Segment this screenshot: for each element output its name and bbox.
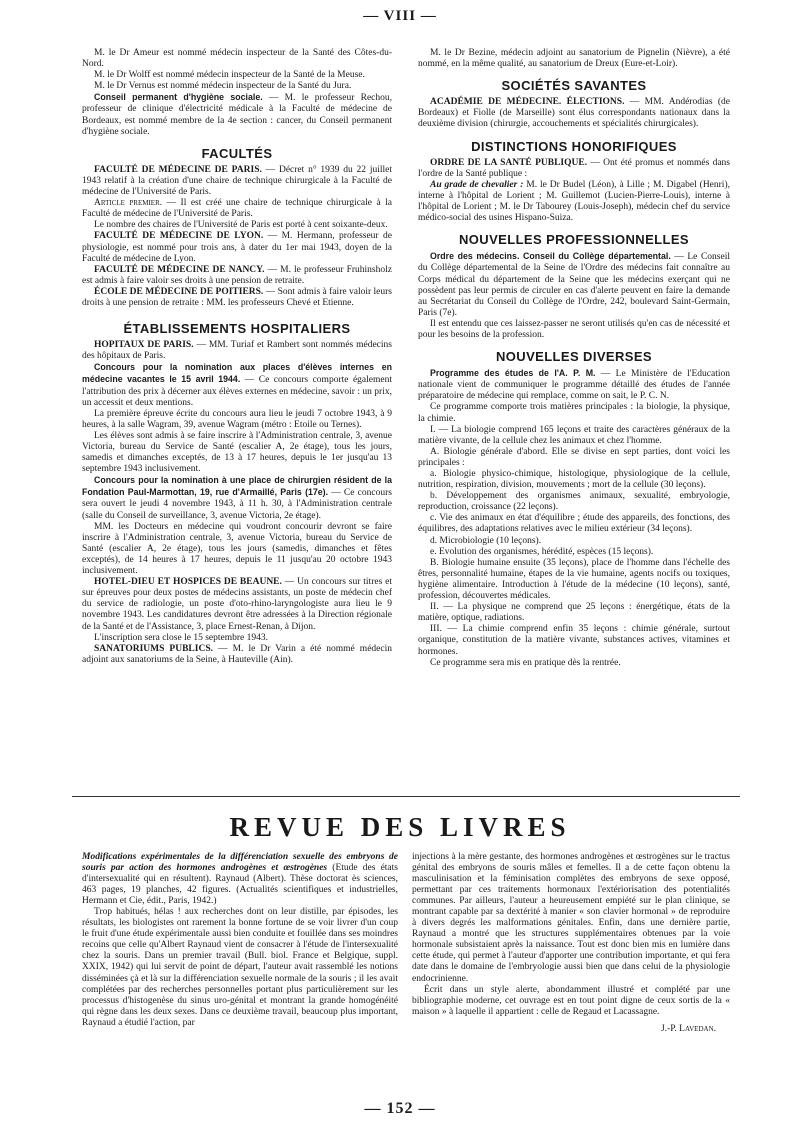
list-item: c. Vie des animaux en état d'équilibre ; étude des appareils, des fonctions, des équilibres, des adaptations relatives avec le milieu extérieur (34 leçons). [418,513,730,535]
revue-des-livres-title: REVUE DES LIVRES [229,812,571,842]
list-item: d. Microbiologie (10 leçons). [430,535,542,546]
run-in-heading: Au grade de chevalier : [430,179,524,190]
paragraph: HOPITAUX DE PARIS. — MM. Turiaf et Rambert sont nommés médecins des hôpitaux de Paris. [82,340,392,362]
paragraph: Concours pour la nomination à une place de chirurgien résident de la Fondation Paul-Marmottan, 19, rue d'Armaillé, Paris (17e). — Ce concours sera ouvert le jeudi 4 novembre 1943, à 11 h. 30, à l'Administration centrale (salle du Conseil de surveillance, 3, avenue Victoria, 2e étage). [82,475,392,521]
right-column [418,48,730,669]
paragraph: Il est entendu que ces laissez-passer ne seront utilisés qu'en cas de nécessité et pour les besoins de la profession. [418,318,730,340]
run-in-heading: Conseil permanent d'hygiène sociale. [94,92,263,103]
section-heading-nouvelles-professionnelles: NOUVELLES PROFESSIONNELLES [459,232,689,248]
run-in-heading: Programme des études de l'A. P. M. [430,368,596,379]
paragraph: Article premier. — Il est créé une chaire de technique chirurgicale à la Faculté de médecine de l'Université de Paris. [82,198,392,220]
run-in-heading: FACULTÉ DE MÉDECINE DE LYON. [94,231,264,242]
paragraph: Les élèves sont admis à se faire inscrire à l'Administration centrale, 3, avenue Victoria, bureau du Service de Santé (escalier A, 2e étage), tous les jours, samedis et dimanches exceptés, de 13 à 17 heures, depuis le 1er jusqu'au 13 septembre 1943 inclusivement. [82,430,392,475]
paragraph: II. — La physique ne comprend que 25 leçons : énergétique, états de la matière, optique, radiations. [418,602,730,624]
paragraph: MM. les Docteurs en médecine qui voudront concourir devront se faire inscrire à l'Administration centrale, 3, avenue Victoria, bureau du Service de Santé (escalier A, 2e étage), tous les jours (samedis, dimanches et fêtes exceptés), de 14 heures à 17 heures, depuis le 11 jusqu'au 20 octobre 1943 inclusivement. [82,521,392,577]
paragraph: SANATORIUMS PUBLICS. — M. le Dr Varin a été nommé médecin adjoint aux sanatoriums de la Seine, à Hauteville (Ain). [82,643,392,665]
run-in-heading: SANATORIUMS PUBLICS. [94,643,213,654]
list-item: b. Développement des organismes animaux, sexualité, embryologie, reproduction, croissance (22 leçons). [418,491,730,513]
run-in-heading: ORDRE DE LA SANTÉ PUBLIQUE. [430,157,588,168]
left-column [82,48,392,666]
paragraph: Au grade de chevalier : M. le Dr Budel (Léon), à Lille ; M. Digabel (Henri), interne à l'hôpital de Lorient ; M. Guillemot (Lucien-Pierre-Louis), interne à l'hôpital de Lorient ; M. le Dr Tabourey (Louis-Joseph), médecin chef du service médico-social des usines Hispano-Suiza. [418,179,730,224]
run-in-heading: FACULTÉ DE MÉDECINE DE PARIS. [94,164,262,175]
run-in-heading: Concours pour la nomination aux places d'élèves internes en médecine vacantes le 15 avril 1944. [82,362,392,385]
section-heading-facultes: FACULTÉS [201,145,273,161]
paragraph: Le nombre des chaires de l'Université de Paris est porté à cent soixante-deux. [94,220,388,231]
paragraph: Programme des études de l'A. P. M. — Le Ministère de l'Education nationale vient de communiquer le programme détaillé des études de l'année préparatoire de médecine qui remplace, comme on sait, le P. C. N. [418,368,730,402]
divider-rule [72,796,740,797]
section-heading-societes: SOCIÉTÉS SAVANTES [501,78,647,94]
book-citation: Modifications expérimentales de la différenciation sexuelle des embryons de souris par action des hormones androgènes et œstrogènes (Etude des états d'intersexualité qui en résultent). Raynaud (Albert). Thèse doctorat ès sciences, 463 pages, 19 planches, 42 figures. (Actualités scientifiques et industrielles, Hermann et Cie, édit., Paris, 1942.) [82,852,398,907]
paragraph: B. Biologie humaine ensuite (35 leçons), place de l'homme dans l'échelle des êtres, personnalité humaine, étapes de la vie humaine, agents nocifs ou toxiques, hygiène alimentaire. Introduction à l'étude de la médecine (10 leçons), santé, profession, découvertes médicales. [418,557,730,602]
section-heading-nouvelles-diverses: NOUVELLES DIVERSES [495,349,652,365]
review-right-column [412,852,730,1035]
run-in-heading: Ordre des médecins. Conseil du Collège départemental. [430,251,671,262]
paragraph: HOTEL-DIEU ET HOSPICES DE BEAUNE. — Un concours sur titres et sur épreuves pour deux postes de médecins assistants, un poste de médecin chef du service de radiologie, un poste d'oto-rhino-laryngologiste aura lieu le 9 novembre 1943. Les candidatures devront être adressées à la Direction régionale de la Santé et de l'Assistance, 3, place Ernest-Renan, à Dijon. [82,577,392,632]
review-left-column [82,852,398,1029]
paragraph: ACADÉMIE DE MÉDECINE. ÉLECTIONS. — MM. Andérodias (de Bordeaux) et Fiolle (de Marseille) sont élus correspondants nationaux dans la deuxième division (chirurgie, accouchements et spécialités chirurgicales). [418,97,730,130]
paragraph: Trop habitués, hélas ! aux recherches dont on leur distille, par épisodes, les résultats, les biologistes ont rarement la bonne fortune de se voir livrer d'un coup le fruit d'une étude expérimentale aussi bien conduite et fouillée dans ses moindres recoins que celle qu'Albert Raynaud vient de consacrer à l'étude de l'intersexualité chez la souris. Dans un premier travail (Bull. biol. France et Belgique, suppl. XXIX, 1942) qui lui servit de point de départ, l'auteur avait rassemblé les notions disséminées çà et là sur la différenciation sexuelle normale de la souris ; il les avait complétées par des recherches personnelles portant plus particulièrement sur les processus d'histogenèse du sinus uro-génital et montrant la grande homogénéité qui règne dans les deux sexes. Dans ce deuxième travail, beaucoup plus important, Raynaud a étudié l'action, par [82,907,398,1028]
run-in-heading: HOPITAUX DE PARIS. [94,340,194,351]
paragraph: FACULTÉ DE MÉDECINE DE PARIS. — Décret n° 1939 du 22 juillet 1943 relatif à la création d'une chaire de technique chirurgicale à la Faculté de médecine de l'Université de Paris. [82,164,393,198]
paragraph: L'inscription sera close le 15 septembre 1943. [94,632,268,643]
run-in-heading: Concours pour la nomination à une place de chirurgien résident de la Fondation Paul-Marmottan, 19, rue d'Armaillé, Paris (17e). [82,475,392,498]
paragraph: FACULTÉ DE MÉDECINE DE LYON. — M. Hermann, professeur de physiologie, est nommé pour trois ans, à dater du 1er mai 1943, doyen de la Faculté de médecine de Lyon. [82,231,393,264]
run-in-heading: HOTEL-DIEU ET HOSPICES DE BEAUNE. [94,577,282,588]
paragraph: FACULTÉ DE MÉDECINE DE NANCY. — M. le professeur Fruhinsholz est admis à faire valoir ses droits à une pension de retraite. [82,264,392,286]
list-item: e. Evolution des organismes, hérédité, espèces (15 leçons). [430,546,654,557]
paragraph: M. le Dr Ameur est nommé médecin inspecteur de la Santé des Côtes-du-Nord. [82,48,392,70]
paragraph: Ce programme comporte trois matières principales : la biologie, la physique, la chimie. [418,402,730,424]
paragraph: ORDRE DE LA SANTÉ PUBLIQUE. — Ont été promus et nommés dans l'ordre de la Santé publique : [418,157,730,179]
section-heading-etablissements: ÉTABLISSEMENTS HOSPITALIERS [123,321,351,337]
run-in-heading: ÉCOLE DE MÉDECINE DE POITIERS. [94,286,264,297]
paragraph: Ce programme sera mis en pratique dès la rentrée. [430,657,621,668]
paragraph: III. — La chimie comprend enfin 35 leçons : chimie générale, surtout organique, constitution de la matière vivante, substances actives, vitamines et hormones. [418,624,730,657]
paragraph: La première épreuve écrite du concours aura lieu le jeudi 7 octobre 1943, à 9 heures, à la salle Wagram, 39, avenue Wagram (métro : Etoile ou Ternes). [82,408,392,430]
paragraph: I. — La biologie comprend 165 leçons et traite des caractères généraux de la matière vivante, de la cellule chez les animaux et chez l'homme. [418,424,730,446]
paragraph: M. le Dr Vernus est nommé médecin inspecteur de la Santé du Jura. [94,81,352,92]
paragraph: ÉCOLE DE MÉDECINE DE POITIERS. — Sont admis à faire valoir leurs droits à une pension de retraite : MM. les professeurs Chevé et Etienne. [82,286,393,308]
paragraph: M. le Dr Bezine, médecin adjoint au sanatorium de Pignelin (Nièvre), a été nommé, en la même qualité, au sanatorium de Dreux (Eure-et-Loir). [418,48,730,70]
roman-folio: — VIII — [363,8,437,24]
run-in-heading: FACULTÉ DE MÉDECINE DE NANCY. [94,264,265,275]
reviewer-signature: J.-P. Lavedan. [660,1023,716,1034]
run-in-heading: ACADÉMIE DE MÉDECINE. ÉLECTIONS. [430,97,625,108]
paragraph: injections à la mère gestante, des hormones androgènes et œstrogènes sur le tractus génital des embryons de souris mâles et femelles. Il a de cette façon obtenu la masculinisation et la féminisation complètes des embryons de sexe opposé, permettant par ces traitements hormonaux l'extériorisation des potentialités communes. Par ailleurs, l'auteur a heureusement empiété sur le plan clinique, se montrant capable par sa dextérité à manier « son clavier hormonal » de reproduire à divers degrés les malformations génitales. Enfin, dans une dernière partie, Raynaud a montré que les structures supplémentaires obtenues par la voie hormonale subsistaient après la naissance. Tout est donc bien mis en lumière dans cette étude, qui permet à l'auteur d'apporter une contribution importante, et qui fera date dans le domaine de l'embryologie aussi bien que dans celui de la physiologie endocrinienne. [412,852,730,984]
page-number: — 152 — [364,1100,436,1117]
paragraph: Écrit dans un style alerte, abondamment illustré et complété par une bibliographie moderne, cet ouvrage est en tout point digne de ceux sortis de la « maison » à laquelle il appartient : celle de Regaud et Lacassagne. [412,984,730,1017]
paragraph: A. Biologie générale d'abord. Elle se divise en sept parties, dont voici les principales : [418,446,730,468]
run-in-heading: Article premier. [94,198,163,209]
list-item: a. Biologie physico-chimique, histologique, physiologique de la cellule, nutrition, respiration, division, mouvements ; mort de la cellule (30 leçons). [418,469,730,491]
paragraph: Ordre des médecins. Conseil du Collège départemental. — Le Conseil du Collège départemental de la Seine de l'Ordre des médecins fait connaître au Corps médical du département de la Seine que les médecins exerçant qui ne possèdent pas leur permis de circuler en cas d'alerte peuvent en faire la demande au Secrétariat du Conseil du Collège de l'Ordre, 242, boulevard Saint-Germain, Paris (7e). [418,251,730,318]
paragraph: M. le Dr Wolff est nommé médecin inspecteur de la Santé de la Meuse. [94,70,365,81]
paragraph: Concours pour la nomination aux places d'élèves internes en médecine vacantes le 15 avril 1944. — Ce concours comporte également l'attribution des prix à décerner aux élèves externes en médecine, savoir : un prix, un accessit et deux mentions. [82,362,392,408]
paragraph: Conseil permanent d'hygiène sociale. — M. le professeur Rechou, professeur de clinique d'électricité médicale à la Faculté de médecine de Bordeaux, est nommé membre de la 4e section : cancer, du Conseil permanent d'hygiène sociale. [82,92,392,137]
book-title: Modifications expérimentales de la différenciation sexuelle des embryons de souris par action des hormones androgènes et œstrogènes [82,852,398,874]
section-heading-distinctions: DISTINCTIONS HONORIFIQUES [471,138,677,154]
